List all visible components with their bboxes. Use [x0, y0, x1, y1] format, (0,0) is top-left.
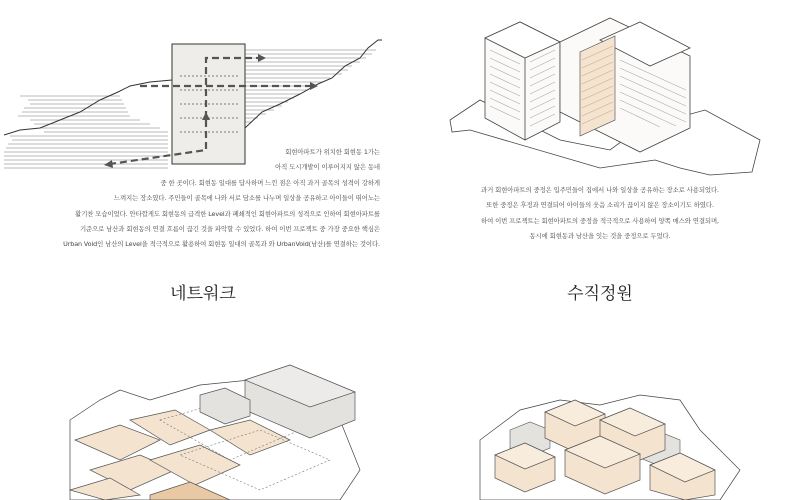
- network-description-line: 활기찬 모습이었다. 안타깝게도 회현동의 급격한 Level과 폐쇄적인 회현아파트의 성격으로 인하여 회현아파트를: [75, 209, 380, 218]
- vertical-garden-title: 수직정원: [567, 284, 633, 304]
- vertical-garden-description: [420, 183, 780, 245]
- network-title: 네트워크: [170, 284, 236, 304]
- vertical-garden-description-line: 또한 중정은 후정과 연결되어 아이들의 웃음 소리가 끊이지 않은 장소이기도 하였다.: [486, 201, 714, 210]
- network-description-line: 회현아파트가 위치한 회현동 1가는: [285, 148, 380, 156]
- vertical-garden-description-line: 과거 회현아파트의 중정은 입주민들이 집에서 나와 일상을 공유하는 장소로 사용되었다.: [481, 186, 719, 194]
- vertical-garden-description-line: 동시에 회현동과 남산을 잇는 것을 중정으로 두었다.: [529, 232, 671, 241]
- network-description-line: Urban Void인 남산의 Level을 적극적으로 활용하여 회현동 일대의 골목과 와 UrbanVoid(남산)를 연결하는 것이다.: [63, 240, 380, 249]
- vertical-garden-description-line: 하여 이번 프로젝트는 회현아파트의 중정을 적극적으로 사용하여 양쪽 매스와 연결되며,: [481, 216, 719, 225]
- network-description-line: 느껴지는 장소였다. 주민들이 골목에 나와 서로 담소를 나누며 일상을 공유하고 아이들이 뛰어노는: [113, 194, 380, 203]
- network-description-line: 아직 도시개발이 이루어지지 않은 동네: [275, 163, 380, 172]
- network-description-line: 중 한 곳이다. 회현동 일대를 답사하며 느낀 점은 아직 과거 골목의 성격이 강하게: [160, 178, 380, 187]
- network-description-line: 기준으로 남산과 회현동의 연결 흐름이 끊긴 것을 파악할 수 있었다. 하여 이번 프로젝트 중 가장 중요한 핵심은: [79, 224, 380, 233]
- network-description: [40, 145, 380, 253]
